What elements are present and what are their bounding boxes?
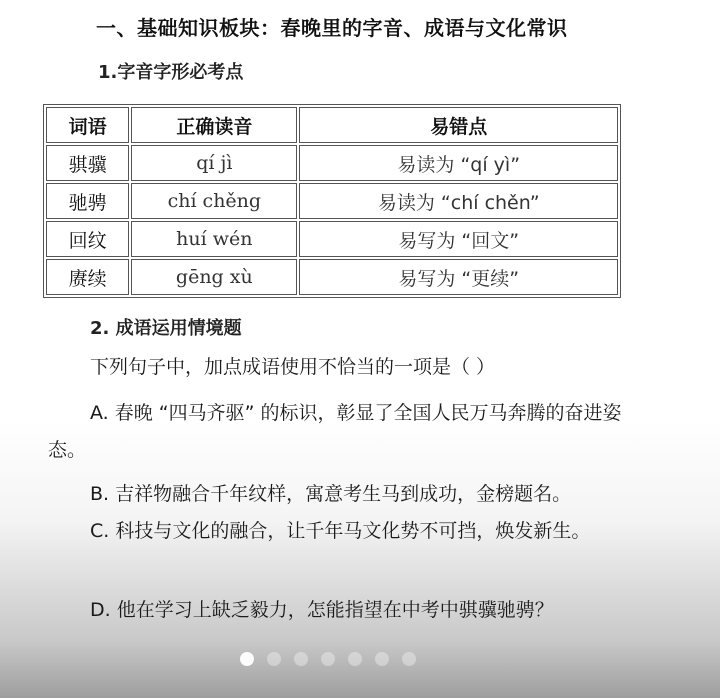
- subsection-title-idioms: 2. 成语运用情境题: [90, 318, 242, 339]
- table-row: [46, 259, 618, 295]
- column-header-error-point: 易错点: [299, 107, 618, 143]
- subsection-title-pronunciation: 1.字音字形必考点: [98, 62, 244, 83]
- pinyin-cell: huí wén: [131, 221, 297, 257]
- column-header-word: 词语: [46, 107, 129, 143]
- pronunciation-table: [43, 104, 621, 298]
- word-cell: 骐骥: [46, 145, 129, 181]
- error-note-cell: 易写为 “回文”: [299, 221, 618, 257]
- carousel-dot[interactable]: [267, 652, 281, 666]
- section-heading: 一、基础知识板块：春晚里的字音、成语与文化常识: [96, 16, 568, 40]
- question-stem: 下列句子中，加点成语使用不恰当的一项是（ ）: [90, 356, 496, 378]
- table-row: [46, 145, 618, 181]
- error-note-cell: 易读为 “qí yì”: [299, 145, 618, 181]
- word-cell: 驰骋: [46, 183, 129, 219]
- carousel-indicator: [240, 652, 416, 666]
- carousel-dot[interactable]: [348, 652, 362, 666]
- error-note-cell: 易写为 “更续”: [299, 259, 618, 295]
- option-a: A. 春晚 “四马齐驱” 的标识，彰显了全国人民万马奔腾的奋进姿态。: [48, 402, 622, 461]
- carousel-dot[interactable]: [294, 652, 308, 666]
- table-header-row: [46, 107, 618, 143]
- pinyin-cell: chí chěng: [131, 183, 297, 219]
- word-cell: 回纹: [46, 221, 129, 257]
- column-header-pronunciation: 正确读音: [131, 107, 297, 143]
- carousel-dot[interactable]: [402, 652, 416, 666]
- error-note-cell: 易读为 “chí chěn”: [299, 183, 618, 219]
- option-d: D. 他在学习上缺乏毅力，怎能指望在中考中骐骥驰骋？: [90, 599, 554, 621]
- table-row: [46, 183, 618, 219]
- word-cell: 赓续: [46, 259, 129, 295]
- pinyin-cell: gēng xù: [131, 259, 297, 295]
- option-b: B. 吉祥物融合千年纹样，寓意考生马到成功，金榜题名。: [90, 483, 572, 505]
- carousel-dot-active[interactable]: [240, 652, 254, 666]
- pinyin-cell: qí jì: [131, 145, 297, 181]
- carousel-dot[interactable]: [321, 652, 335, 666]
- option-c: C. 科技与文化的融合，让千年马文化势不可挡，焕发新生。: [90, 520, 591, 542]
- carousel-dot[interactable]: [375, 652, 389, 666]
- table-row: [46, 221, 618, 257]
